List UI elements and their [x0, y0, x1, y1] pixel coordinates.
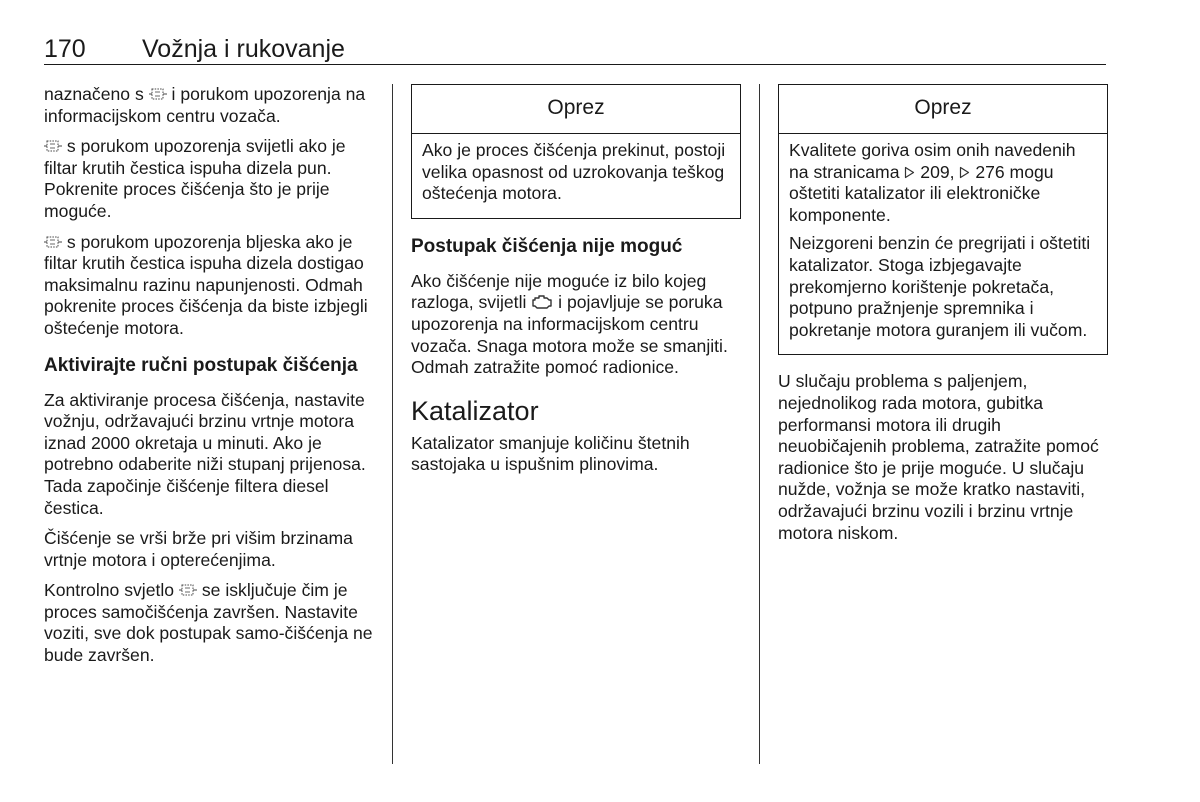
diesel-particle-filter-icon: [149, 87, 167, 101]
section-title: Katalizator: [411, 395, 539, 426]
page-reference[interactable]: 209: [920, 161, 950, 182]
column-middle: [411, 84, 741, 485]
caution-box: [411, 84, 741, 219]
column-right: [778, 84, 1108, 553]
engine-check-icon: [531, 294, 553, 310]
paragraph: s porukom upozorenja svijetli ako je filtar krutih čestica ispuha dizela pun. Pokrenite proces čišćenja što je prije moguće.: [44, 136, 346, 221]
page-reference-arrow-icon: [959, 166, 970, 179]
caution-title: Oprez: [779, 85, 1107, 134]
page-title: Vožnja i rukovanje: [142, 35, 345, 63]
subheading: Aktivirajte ručni postupak čišćenja: [44, 354, 358, 376]
subheading: Postupak čišćenja nije moguć: [411, 235, 683, 257]
paragraph: Čišćenje se vrši brže pri višim brzinama vrtnje motora i opterećenjima.: [44, 528, 353, 570]
diesel-particle-filter-icon: [44, 139, 62, 153]
caution-text: Ako je proces čišćenja prekinut, postoji velika opasnost od uzrokovanja teškog oštećenja motora.: [422, 140, 726, 204]
column-left: [44, 84, 379, 676]
page-header: [44, 34, 1106, 64]
header-rule: [44, 64, 1106, 65]
paragraph: Katalizator smanjuje količinu štetnih sastojaka u ispušnim plinovima.: [411, 432, 690, 475]
caution-box: [778, 84, 1108, 355]
paragraph: U slučaju problema s paljenjem, nejednolikog rada motora, gubitka performansi motora ili drugih neuobičajenih problema, zatražite pomoć radionice što je prije moguće. U slučaju nužde, vožnja se može kratko nastaviti, održavajući brzinu vozili i brzinu vrtnje motora niskom.: [778, 371, 1099, 543]
paragraph: Ako čišćenje nije moguće iz bilo kojeg razloga, svijetli i pojavljuje se poruka upozorenja na informacijskom centru vozača. Snaga motora može se smanjiti. Odmah zatražite pomoć radionice.: [411, 270, 728, 378]
page-reference-arrow-icon: [904, 166, 915, 179]
paragraph: Za aktiviranje procesa čišćenja, nastavite vožnju, održavajući brzinu vrtnje motora iznad 2000 okretaja u minuti. Ako je potrebno odaberite niži stupanj prijenosa. Tada započinje čišćenje filtera diesel čestica.: [44, 389, 366, 518]
column-divider: [759, 84, 760, 764]
caution-title: Oprez: [412, 85, 740, 134]
caution-text: Neizgoreni benzin će pregrijati i oštetiti katalizator. Stoga izbjegavajte prekomjerno korištenje pokretača, potpuno pražnjenje spremnika i pokretanje motora guranjem ili vučom.: [789, 233, 1091, 340]
diesel-particle-filter-icon: [179, 583, 197, 597]
paragraph: s porukom upozorenja bljeska ako je filtar krutih čestica ispuha dizela dostigao maksimalnu razinu napunjenosti. Odmah pokrenite proces čišćenja da biste izbjegli oštećenje motora.: [44, 231, 368, 338]
caution-text: Kvalitete goriva osim onih navedenih na stranicama 209, 276 mogu oštetiti katalizator ili elektroničke komponente.: [789, 140, 1076, 225]
page-reference[interactable]: 276: [975, 161, 1005, 182]
column-divider: [392, 84, 393, 764]
paragraph: naznačeno s i porukom upozorenja na informacijskom centru vozača.: [44, 84, 366, 126]
page-number: 170: [44, 35, 86, 63]
diesel-particle-filter-icon: [44, 235, 62, 249]
paragraph: Kontrolno svjetlo se isključuje čim je proces samočišćenja završen. Nastavite voziti, sve dok postupak samo-čišćenja ne bude završen.: [44, 580, 373, 666]
